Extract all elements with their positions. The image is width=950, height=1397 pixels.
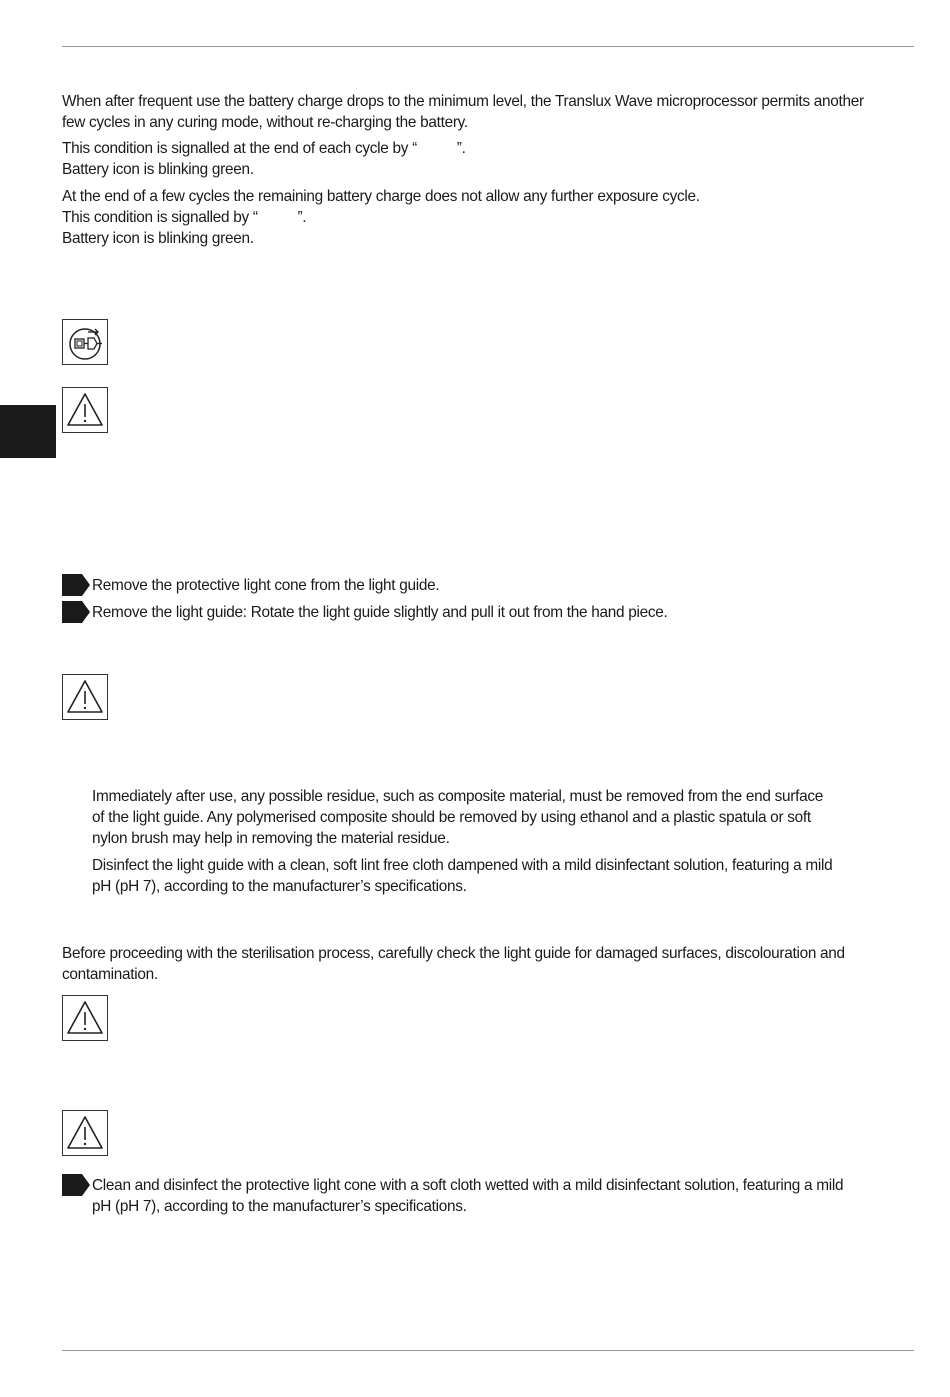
cleaning-disinfect-line-1: Disinfect the light guide with a clean, soft lint free cloth dampened with a mild disinfectant solution, featuring a mild: [92, 857, 833, 874]
battery-paragraph-1: When after frequent use the battery charge drops to the minimum level, the Translux Wave microprocessor permits another few cycles in any curing mode, without re-charging the battery.: [62, 93, 864, 131]
battery-exhausted-signal-text: This condition is signalled by “ ”.: [62, 209, 307, 226]
cleaning-residue-line-3: nylon brush may help in removing the material residue.: [92, 830, 450, 847]
warning-triangle-icon: [66, 678, 104, 716]
step-arrow-icon: [62, 1174, 90, 1196]
warning-icon: [62, 387, 108, 433]
warning-triangle-icon: [66, 1114, 104, 1152]
step-remove-guide: Remove the light guide: Rotate the light guide slightly and pull it out from the hand piece.: [92, 604, 668, 621]
step-arrow-icon: [62, 574, 90, 596]
battery-exhausted-blink-text: Battery icon is blinking green.: [62, 230, 254, 247]
cleaning-residue-line-2: of the light guide. Any polymerised composite should be removed by using ethanol and a plastic spatula or soft: [92, 809, 811, 826]
instructions-icon: [62, 319, 108, 365]
warning-triangle-icon: [66, 999, 104, 1037]
step-arrow-icon: [62, 601, 90, 623]
cleaning-residue-paragraph: [92, 786, 896, 849]
header-rule: [62, 46, 914, 47]
step-remove-cone: Remove the protective light cone from the light guide.: [92, 577, 440, 594]
battery-exhausted-text: At the end of a few cycles the remaining battery charge does not allow any further exposure cycle.: [62, 188, 700, 205]
warning-icon: [62, 674, 108, 720]
instructions-icon-graphic: [66, 323, 104, 361]
cleaning-disinfect-line-2: pH (pH 7), according to the manufacturer’s specifications.: [92, 878, 467, 895]
warning-triangle-icon: [66, 391, 104, 429]
battery-signal-text: This condition is signalled at the end of each cycle by “ ”.: [62, 140, 466, 157]
section-tab-marker: [0, 405, 56, 458]
battery-paragraph-3: [62, 186, 888, 249]
battery-paragraph-2: [62, 138, 888, 180]
battery-blink-text: Battery icon is blinking green.: [62, 161, 254, 178]
cleaning-disinfect-paragraph: [92, 855, 896, 897]
footer-rule: [62, 1350, 914, 1351]
cone-clean-paragraph: Clean and disinfect the protective light cone with a soft cloth wetted with a mild disinfectant solution, featuring a mild pH (pH 7), according to the manufacturer’s specifications.: [92, 1177, 844, 1215]
sterilisation-check-paragraph: Before proceeding with the sterilisation process, carefully check the light guide for damaged surfaces, discolouration and contamination.: [62, 945, 845, 983]
warning-icon: [62, 995, 108, 1041]
warning-icon: [62, 1110, 108, 1156]
cleaning-residue-line-1: Immediately after use, any possible residue, such as composite material, must be removed from the end surface: [92, 788, 823, 805]
